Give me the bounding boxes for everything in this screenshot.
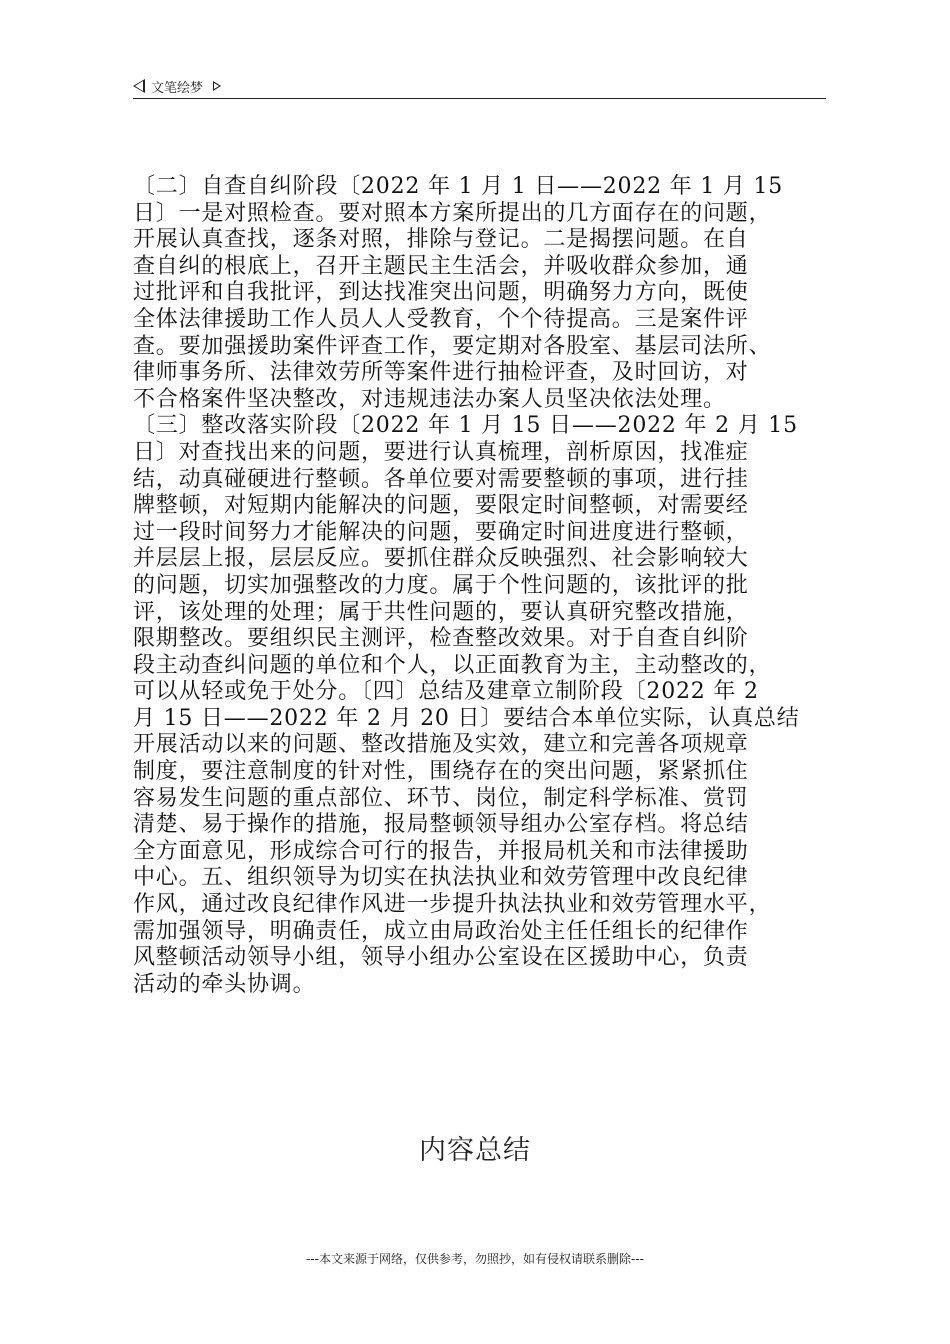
body-line: 结，动真碰硬进行整顿。各单位要对需要整顿的事项，进行挂 [133, 466, 749, 492]
body-line: 查。要加强援助案件评查工作，要定期对各股室、基层司法所、 [133, 333, 772, 359]
body-line: 限期整改。要组织民主测评，检查整改效果。对于自查自纠阶 [133, 626, 749, 652]
body-text [133, 174, 833, 998]
body-line: 的问题，切实加强整改的力度。属于个性问题的，该批评的批 [133, 572, 749, 598]
triangle-right-icon [213, 81, 221, 91]
body-line: 并层层上报，层层反应。要抓住群众反映强烈、社会影响较大 [133, 546, 749, 572]
body-line: 作风，通过改良纪律作风进一步提升执法执业和效劳管理水平， [133, 892, 772, 918]
body-line: 不合格案件坚决整改，对违规违法办案人员坚决依法处理。 [133, 386, 726, 412]
body-line: 日〕一是对照检查。要对照本方案所提出的几方面存在的问题， [133, 200, 772, 226]
body-line: 全体法律援助工作人员人人受教育，个个待提高。三是案件评 [133, 306, 749, 332]
body-line: 律师事务所、法律效劳所等案件进行抽检评查，及时回访，对 [133, 360, 749, 386]
body-line: 〔二〕自查自纠阶段〔2022 年 1 月 1 日——2022 年 1 月 15 [133, 174, 784, 199]
body-line: 月 15 日——2022 年 2 月 20 日〕要结合本单位实际，认真总结 [133, 705, 800, 731]
body-line: 查自纠的根底上，召开主题民主生活会，并吸收群众参加，通 [133, 253, 749, 279]
body-line: 开展认真查找，逐条对照，排除与登记。二是揭摆问题。在自 [133, 227, 749, 253]
body-line: 制度，要注意制度的针对性，围绕存在的突出问题，紧紧抓住 [133, 759, 749, 785]
body-line: 过批评和自我批评，到达找准突出问题，明确努力方向，既使 [133, 280, 749, 306]
body-line: 牌整顿，对短期内能解决的问题，要限定时间整顿，对需要经 [133, 493, 749, 519]
body-line: 〔三〕整改落实阶段〔2022 年 1 月 15 日——2022 年 2 月 15 [133, 413, 798, 439]
body-line: 过一段时间努力才能解决的问题，要确定时间进度进行整顿， [133, 519, 749, 545]
body-line: 活动的牵头协调。 [133, 971, 316, 997]
body-line: 容易发生问题的重点部位、环节、岗位，制定科学标准、赏罚 [133, 785, 749, 811]
summary-heading: 内容总结 [419, 1135, 531, 1166]
body-line: 开展活动以来的问题、整改措施及实效，建立和完善各项规章 [133, 732, 749, 758]
body-line: 中心。五、组织领导为切实在执法执业和效劳管理中改良纪律 [133, 865, 749, 891]
body-line: 需加强领导，明确责任，成立由局政治处主任任组长的纪律作 [133, 918, 749, 944]
body-line: 全方面意见，形成综合可行的报告，并报局机关和市法律援助 [133, 838, 749, 864]
body-line: 日〕对查找出来的问题，要进行认真梳理，剖析原因，找准症 [133, 439, 749, 465]
header-divider [133, 98, 826, 99]
body-line: 清楚、易于操作的措施，报局整顿领导组办公室存档。将总结 [133, 812, 749, 838]
header-title: 文笔绘梦 [151, 80, 204, 96]
body-line: 段主动查纠问题的单位和个人，以正面教育为主，主动整改的， [133, 652, 772, 678]
page-header [133, 74, 826, 98]
body-line: 风整顿活动领导小组，领导小组办公室设在区援助中心，负责 [133, 945, 749, 971]
footer-disclaimer: ---本文来源于网络，仅供参考，勿照抄，如有侵权请联系删除--- [306, 1252, 644, 1266]
triangle-left-icon [133, 79, 145, 93]
body-line: 可以从轻或免于处分。〔四〕总结及建章立制阶段〔2022 年 2 [133, 679, 759, 705]
body-line: 评，该处理的处理；属于共性问题的，要认真研究整改措施， [133, 599, 749, 625]
